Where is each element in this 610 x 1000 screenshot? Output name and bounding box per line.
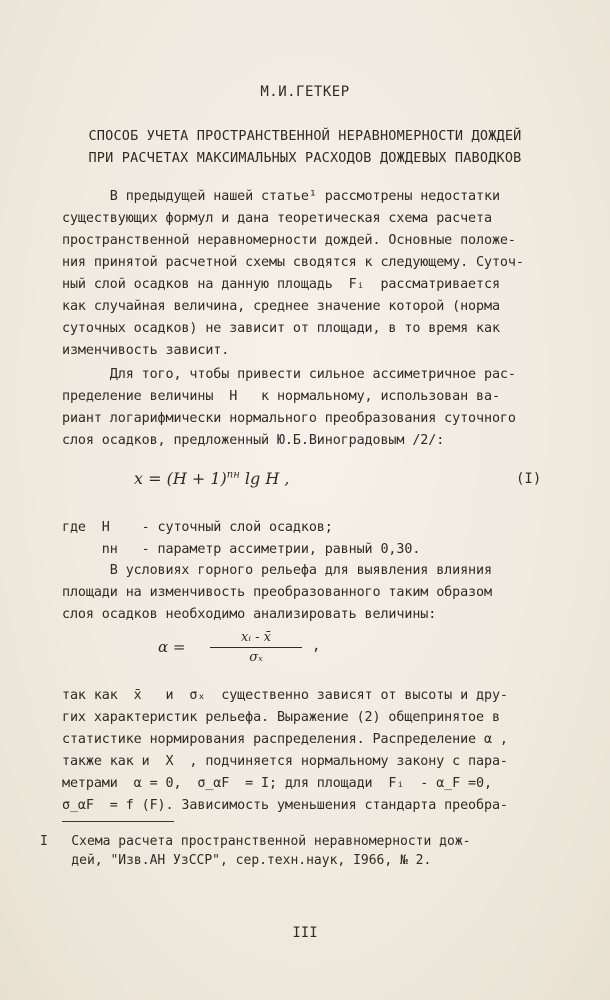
title-line-2: ПРИ РАСЧЕТАХ МАКСИМАЛЬНЫХ РАСХОДОВ ДОЖДЕВЫХ ПАВОДКОВ [88,150,522,166]
footnote-divider [62,821,174,822]
paragraph-1: В предыдущей нашей статье¹ рассмотрены недостатки существующих формул и дана теоретическая схема расчета пространственной неравномерности дождей. Основные положе- ния принятой расчетной схемы сводятся к следующему. Суточ- ный слой осадков на данную площадь Fᵢ рассматривается как случайная величина, среднее значение которой (норма суточных осадков) не зависит от площади, в то время как изменчивость зависит. [62,189,524,358]
equation-1-rhs: lg H , [239,469,290,488]
equation-1-lhs: x = (H + 1) [134,469,227,488]
page-number: III [292,925,318,941]
equation-2-denominator: σₓ [249,650,263,665]
equation-1 [134,469,289,488]
equation-1-exponent: nн [226,469,240,481]
equation-2-numerator: xᵢ - x̄ [241,630,271,645]
footnote: I Схема расчета пространственной неравномерности дож- дей, "Изв.АН УзССР", сер.техн.наук, I966, № 2. [40,834,471,868]
fraction-bar [210,647,302,648]
article-title [0,125,610,169]
equation-2-fraction [210,630,302,665]
equation-2-comma: , [312,638,321,654]
equation-1-number: (I) [516,471,542,487]
author-name: М.И.ГЕТКЕР [260,84,350,100]
paragraph-4: так как x̄ и σₓ существенно зависят от высоты и дру- гих характеристик рельефа. Выражение (2) общепринятое в статистике нормирования распределения. Распределение α , также как и X , подчиняется нормальному закону с пара- метрами α = 0, σ_αF = I; для площади Fᵢ - α_F =0, σ_αF = f (F). Зависимость уменьшения стандарта преобра- [62,688,508,813]
paragraph-2: Для того, чтобы привести сильное ассиметричное рас- пределение величины H к нормальному, использован ва- риант логарифмически нормального преобразования суточного слоя осадков, предложенный Ю.Б.Виноградовым /2/: [62,367,516,448]
variable-definitions: где H - суточный слой осадков; nн - параметр ассиметрии, равный 0,30. [62,520,421,557]
paragraph-3: В условиях горного рельефа для выявления влияния площади на изменчивость преобразованного таким образом слоя осадков необходимо анализировать величины: [62,563,492,622]
title-line-1: СПОСОБ УЧЕТА ПРОСТРАНСТВЕННОЙ НЕРАВНОМЕРНОСТИ ДОЖДЕЙ [88,128,522,144]
equation-2-lhs: α = [158,638,186,656]
